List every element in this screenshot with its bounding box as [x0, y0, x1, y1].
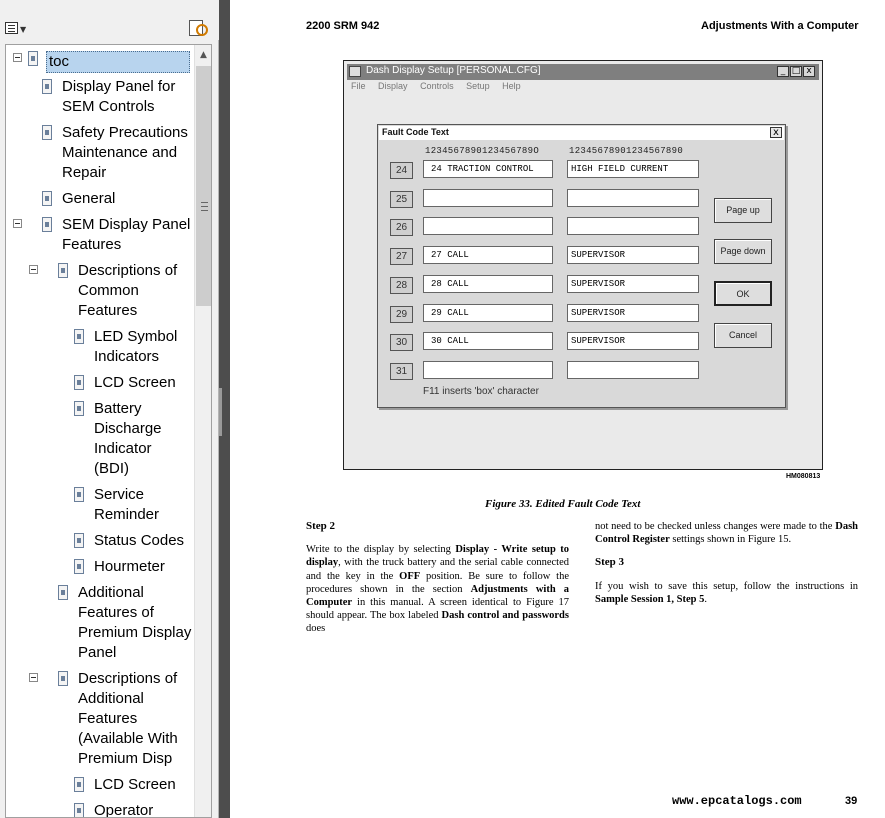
bookmark-icon [28, 51, 38, 66]
bookmark-label[interactable]: LED Symbol [94, 328, 178, 345]
step-2-text-continued: not need to be checked unless changes were made to the Dash Control Register settings shown in Figure 15. [595, 521, 858, 546]
fault-text-field-2: SUPERVISOR [567, 246, 699, 264]
bookmark-label[interactable]: Panel [78, 644, 117, 661]
bookmark-label[interactable]: Indicators [94, 348, 160, 365]
bookmark-label[interactable]: Display Panel for [62, 78, 176, 95]
find-current-bookmark-button[interactable] [187, 20, 211, 38]
fault-text-field-2 [567, 189, 699, 207]
bookmark-label[interactable]: Features [78, 710, 138, 727]
bookmark-label[interactable]: Safety Precautions [62, 124, 188, 141]
menu-setup: Setup [466, 81, 490, 91]
fault-code-row [378, 275, 708, 295]
figure-caption: Figure 33. Edited Fault Code Text [485, 498, 641, 510]
fault-code-row [378, 246, 708, 266]
bookmark-label[interactable]: Descriptions of [78, 670, 178, 687]
bookmark-label[interactable]: (Available With [78, 730, 178, 747]
page-number: 39 [845, 795, 858, 807]
window-title: Dash Display Setup [PERSONAL.CFG] [366, 65, 541, 76]
step-2-text: Write to the display by selecting Display - Write setup to display, with the truck battery and the serial cable connected and the key in the OFF position. Be sure to follow the procedures shown in the section Adjustments with a Computer in this manual. A screen identical to Figure 17 should appear. The box labeled Dash control and passwords does [306, 544, 569, 635]
bookmark-label[interactable]: Premium Display [78, 624, 192, 641]
menu-display: Display [378, 81, 408, 91]
bookmark-label[interactable]: Premium Disp [78, 750, 173, 767]
bookmark-label[interactable]: SEM Controls [62, 98, 155, 115]
bookmark-icon [74, 375, 84, 390]
row-number: 29 [390, 306, 413, 323]
bookmark-icon [58, 671, 68, 686]
row-number: 25 [390, 191, 413, 208]
options-list-icon [5, 22, 18, 34]
page-up-button: Page up [714, 198, 772, 223]
collapse-toggle-icon[interactable] [13, 53, 22, 62]
app-icon [349, 66, 361, 77]
fault-text-field: 30 CALL [423, 332, 553, 350]
step-2-heading: Step 2 [306, 520, 336, 532]
dialog-hint: F11 inserts 'box' character [423, 386, 539, 397]
fault-code-row [378, 217, 708, 237]
right-column [595, 520, 858, 606]
bookmark-label[interactable]: Operator [94, 802, 154, 818]
dialog-title: Fault Code Text [382, 127, 449, 137]
bookmark-label[interactable]: Reminder [94, 506, 160, 523]
bookmark-label[interactable]: Service [94, 486, 145, 503]
bookmark-icon [58, 263, 68, 278]
bookmark-label[interactable]: Features [62, 236, 122, 253]
row-number: 31 [390, 363, 413, 380]
collapse-toggle-icon[interactable] [13, 219, 22, 228]
fault-text-field-2: SUPERVISOR [567, 275, 699, 293]
figure-screenshot [343, 60, 823, 470]
options-menu-button[interactable] [4, 20, 28, 38]
step-2-section [306, 520, 569, 636]
bookmark-label[interactable]: Features [78, 302, 138, 319]
row-number: 24 [390, 162, 413, 179]
dialog-titlebar [379, 126, 784, 140]
fault-text-field-2 [567, 361, 699, 379]
bookmark-icon [74, 777, 84, 792]
fault-code-row [378, 361, 708, 381]
bookmark-label[interactable]: Additional [78, 584, 144, 601]
menu-controls: Controls [420, 81, 454, 91]
close-icon: x [803, 66, 815, 77]
window-menubar [351, 81, 531, 95]
scrollbar[interactable] [194, 45, 211, 818]
column-ruler: 1234567890123456789O [425, 146, 540, 156]
bookmark-label[interactable]: Repair [62, 164, 107, 181]
fault-text-field-2: SUPERVISOR [567, 332, 699, 350]
row-number: 28 [390, 277, 413, 294]
step-3-text: If you wish to save this setup, follow the instructions in Sample Session 1, Step 5. [595, 580, 858, 605]
bookmark-icon [42, 217, 52, 232]
row-number: 27 [390, 248, 413, 265]
fault-code-row [378, 189, 708, 209]
fault-code-dialog [377, 124, 786, 408]
minimize-icon: _ [777, 66, 789, 77]
ok-button: OK [714, 281, 772, 306]
menu-help: Help [502, 81, 521, 91]
window-titlebar [347, 64, 819, 80]
collapse-toggle-icon[interactable] [29, 265, 38, 274]
bookmark-label[interactable]: Descriptions of [78, 262, 178, 279]
bookmarks-toolbar [0, 0, 219, 40]
collapse-toggle-icon[interactable] [29, 673, 38, 682]
fault-text-field: 29 CALL [423, 304, 553, 322]
menu-file: File [351, 81, 366, 91]
figure-id: HM080813 [786, 473, 821, 480]
fault-text-field [423, 361, 553, 379]
bookmark-label[interactable]: Hourmeter [94, 558, 165, 575]
fault-text-field-2 [567, 217, 699, 235]
bookmark-label[interactable]: (BDI) [94, 460, 129, 477]
fault-text-field [423, 189, 553, 207]
bookmark-label[interactable]: toc [46, 51, 190, 73]
bookmark-label[interactable]: Battery [94, 400, 142, 417]
bookmark-label[interactable]: Status Codes [94, 532, 185, 549]
bookmark-label[interactable]: Maintenance and [62, 144, 178, 161]
column-ruler: 12345678901234567890 [569, 146, 684, 156]
scroll-up-arrow-icon[interactable]: ▲ [200, 50, 207, 60]
bookmark-icon [42, 79, 52, 94]
bookmark-icon [74, 533, 84, 548]
fault-text-field-2: SUPERVISOR [567, 304, 699, 322]
bookmark-label[interactable]: Additional [78, 690, 144, 707]
grip-icon [201, 202, 208, 211]
dialog-close-icon: x [770, 127, 782, 138]
row-number: 30 [390, 334, 413, 351]
bookmark-icon [74, 559, 84, 574]
fault-text-field: 28 CALL [423, 275, 553, 293]
fault-text-field: 24 TRACTION CONTROL [423, 160, 553, 178]
bookmark-label[interactable]: LCD Screen [94, 374, 176, 391]
bookmark-tree[interactable] [5, 44, 212, 818]
maximize-icon: □ [791, 66, 801, 76]
bookmark-label[interactable]: General [62, 190, 116, 207]
row-number: 26 [390, 219, 413, 236]
fault-code-row [378, 332, 708, 352]
bookmarks-panel [0, 0, 219, 818]
bookmark-icon [42, 191, 52, 206]
bookmark-label[interactable]: SEM Display Panel [62, 216, 191, 233]
fault-code-row [378, 160, 708, 180]
bookmark-icon [42, 125, 52, 140]
bookmark-label[interactable]: Features of [78, 604, 154, 621]
footer-url: www.epcatalogs.com [672, 794, 802, 808]
bookmark-icon [58, 585, 68, 600]
dropdown-arrow-icon: ▼ [20, 25, 27, 34]
fault-code-row [378, 304, 708, 324]
bookmark-icon [74, 329, 84, 344]
document-frame-edge [219, 0, 230, 818]
page-down-button: Page down [714, 239, 772, 264]
scroll-thumb[interactable] [196, 66, 211, 306]
bookmark-icon [74, 803, 84, 818]
bookmark-icon [74, 401, 84, 416]
bookmark-label[interactable]: LCD Screen [94, 776, 176, 793]
header-section-title: Adjustments With a Computer [701, 20, 859, 32]
fault-text-field: 27 CALL [423, 246, 553, 264]
bookmark-label[interactable]: Indicator [94, 440, 152, 457]
bookmark-icon [74, 487, 84, 502]
step-3-heading: Step 3 [595, 556, 625, 569]
cancel-button: Cancel [714, 323, 772, 348]
find-bookmark-icon [189, 20, 203, 36]
bookmark-label[interactable]: Discharge [94, 420, 162, 437]
fault-text-field [423, 217, 553, 235]
header-doc-id: 2200 SRM 942 [306, 20, 380, 32]
fault-text-field-2: HIGH FIELD CURRENT [567, 160, 699, 178]
bookmark-label[interactable]: Common [78, 282, 139, 299]
